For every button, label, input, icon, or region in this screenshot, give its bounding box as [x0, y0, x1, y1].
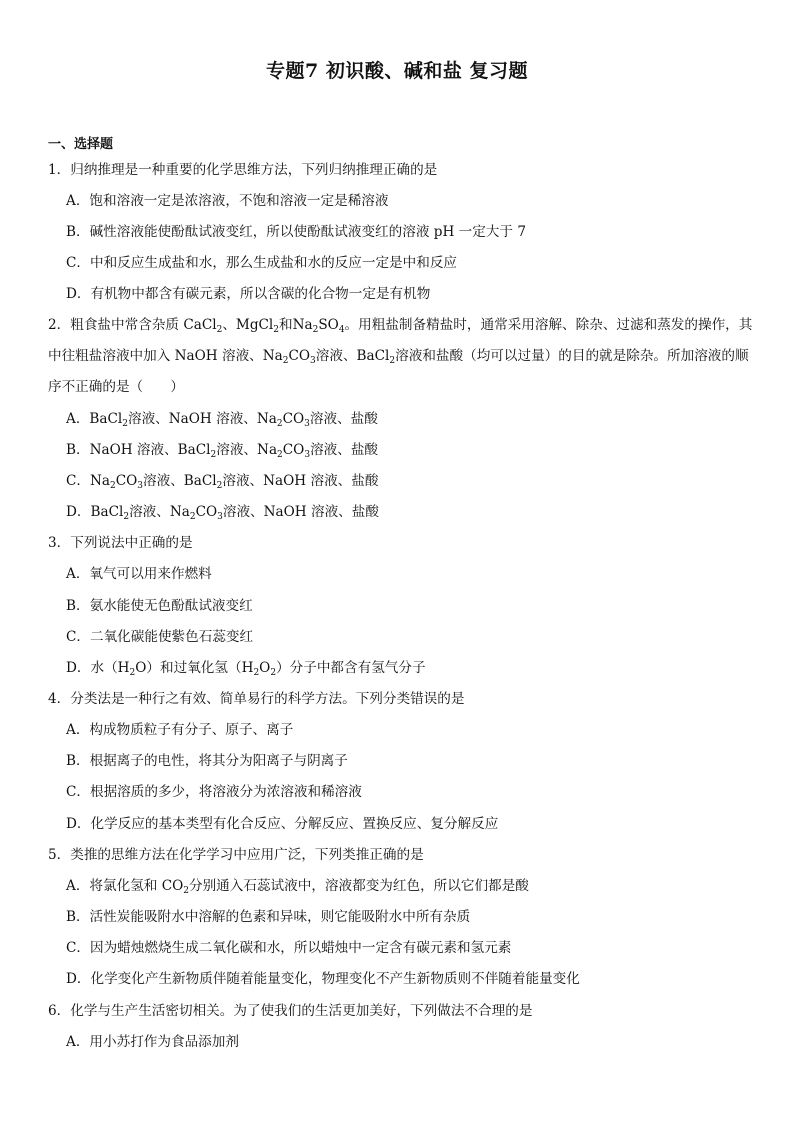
question-5-option-c[interactable]: C．因为蜡烛燃烧生成二氧化碳和水，所以蜡烛中一定含有碳元素和氢元素 — [66, 940, 512, 956]
question-3-option-a[interactable]: A．氧气可以用来作燃料 — [66, 566, 212, 582]
question-2-stem-line-3: 序不正确的是（ ） — [48, 379, 184, 395]
question-1-option-a[interactable]: A．饱和溶液一定是浓溶液，不饱和溶液一定是稀溶液 — [66, 193, 389, 209]
question-1-option-d[interactable]: D．有机物中都含有碳元素，所以含碳的化合物一定是有机物 — [66, 286, 431, 302]
question-3-option-b[interactable]: B．氨水能使无色酚酞试液变红 — [66, 598, 253, 614]
question-5-option-b[interactable]: B．活性炭能吸附水中溶解的色素和异味，则它能吸附水中所有杂质 — [66, 909, 471, 925]
page-title: 专题7 初识酸、碱和盐 复习题 — [266, 60, 528, 82]
question-2-stem-line-1: 2．粗食盐中常含杂质 CaCl$_2$、MgCl$_2$和$Na_2SO_4$。用粗盐制备精盐时，通常采用溶解、除杂、过滤和蒸发的操作，其 — [48, 317, 753, 335]
question-5-stem: 5．类推的思维方法在化学学习中应用广泛，下列类推正确的是 — [48, 847, 424, 863]
question-4-option-c[interactable]: C．根据溶质的多少，将溶液分为浓溶液和稀溶液 — [66, 784, 362, 800]
question-3-option-d[interactable]: D．水$(H_2O)$和过氧化氢$(H_2O_2)$分子中都含有氢气分子 — [66, 660, 426, 678]
question-6-option-a[interactable]: A．用小苏打作为食品添加剂 — [66, 1034, 239, 1050]
question-4-stem: 4．分类法是一种行之有效、简单易行的科学方法。下列分类错误的是 — [48, 691, 465, 707]
question-4-option-b[interactable]: B．根据离子的电性，将其分为阳离子与阴离子 — [66, 753, 348, 769]
question-4-option-a[interactable]: A．构成物质粒子有分子、原子、离子 — [66, 722, 294, 738]
question-2-option-a[interactable]: A．BaCl$_2$溶液、NaOH 溶液、$Na_2CO_3$溶液、盐酸 — [66, 411, 378, 429]
question-1-option-b[interactable]: B．碱性溶液能使酚酞试液变红，所以使酚酞试液变红的溶液 pH 一定大于 7 — [66, 224, 526, 240]
question-6-stem: 6．化学与生产生活密切相关。为了使我们的生活更加美好，下列做法不合理的是 — [48, 1003, 533, 1019]
question-4-option-d[interactable]: D．化学反应的基本类型有化合反应、分解反应、置换反应、复分解反应 — [66, 816, 499, 832]
question-2-option-d[interactable]: D．BaCl$_2$溶液、$Na_2CO_3$溶液、NaOH 溶液、盐酸 — [66, 504, 379, 522]
question-2-stem-line-2: 中往粗盐溶液中加入 NaOH 溶液、$Na_2CO_3$溶液、BaCl$_2$溶液和盐酸（均可以过量）的目的就是除杂。所加溶液的顺 — [48, 348, 749, 366]
question-2-option-c[interactable]: C．$Na_2CO_3$溶液、BaCl$_2$溶液、NaOH 溶液、盐酸 — [66, 473, 379, 491]
question-1-option-c[interactable]: C．中和反应生成盐和水，那么生成盐和水的反应一定是中和反应 — [66, 255, 458, 271]
question-3-stem: 3．下列说法中正确的是 — [48, 535, 193, 551]
question-5-option-a[interactable]: A．将氯化氢和 $CO_2$分别通入石蕊试液中，溶液都变为红色，所以它们都是酸 — [66, 878, 529, 896]
question-1-stem: 1．归纳推理是一种重要的化学思维方法，下列归纳推理正确的是 — [48, 162, 438, 178]
question-2-option-b[interactable]: B．NaOH 溶液、BaCl$_2$溶液、$Na_2CO_3$溶液、盐酸 — [66, 442, 379, 460]
question-3-option-c[interactable]: C．二氧化碳能使紫色石蕊变红 — [66, 629, 254, 645]
question-5-option-d[interactable]: D．化学变化产生新物质伴随着能量变化，物理变化不产生新物质则不伴随着能量变化 — [66, 971, 580, 987]
section-heading: 一、选择题 — [48, 137, 114, 152]
